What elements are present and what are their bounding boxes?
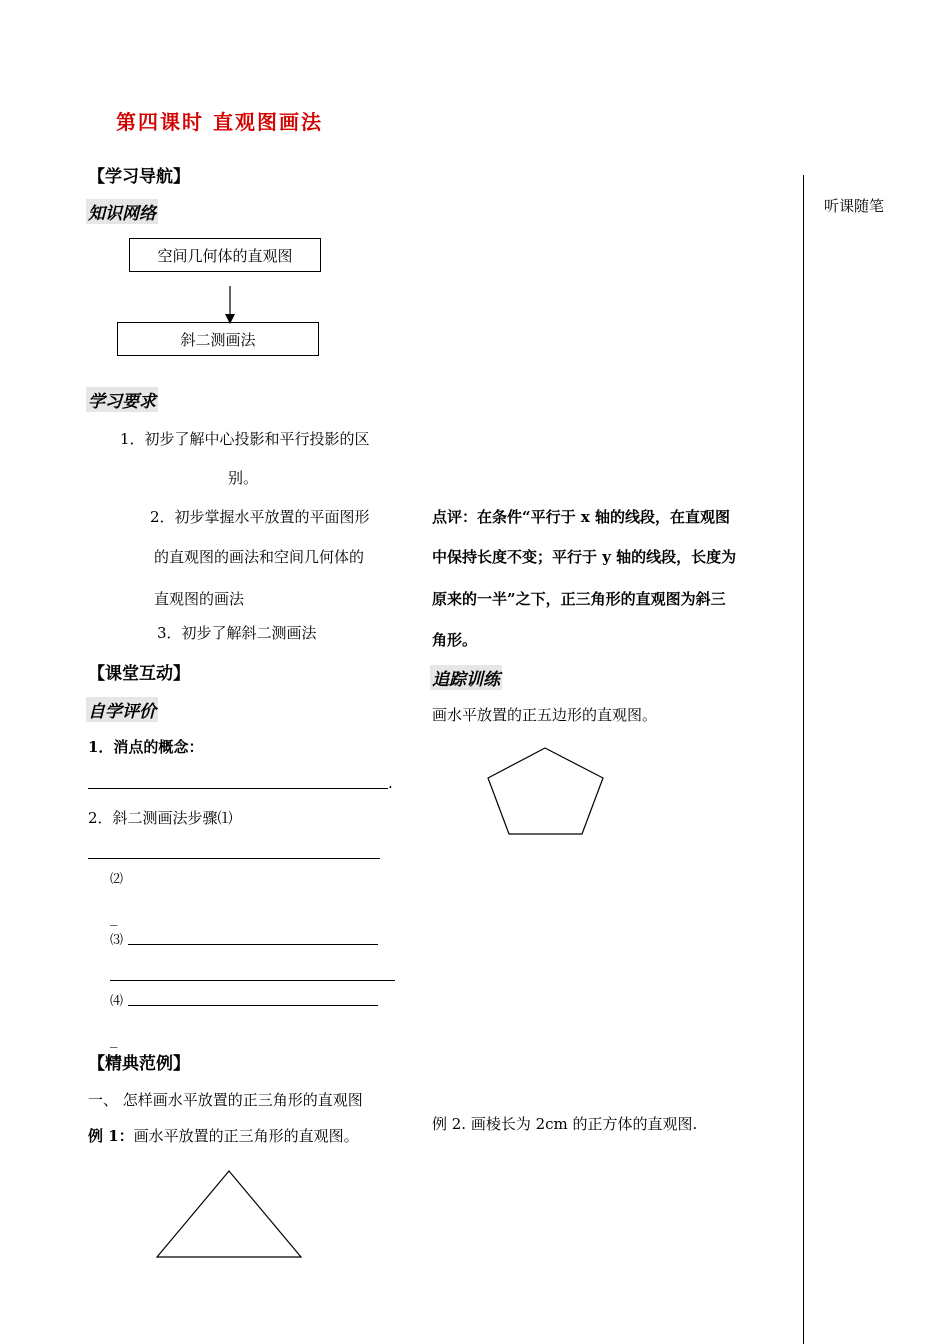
comment-line-3: 原来的一半”之下，正三角形的直观图为斜三 (432, 590, 726, 608)
tracking-text: 画水平放置的正五边形的直观图。 (432, 706, 658, 724)
req-1a: 1．初步了解中心投影和平行投影的区 (120, 430, 370, 448)
comment-line-2: 中保持长度不变；平行于 y 轴的线段，长度为 (432, 548, 737, 566)
example-heading: 一、 怎样画水平放置的正三角形的直观图 (88, 1091, 363, 1109)
req-2c: 直观图的画法 (154, 590, 245, 608)
step-2-dash: _ (110, 908, 118, 926)
step-4-dash: _ (110, 1030, 118, 1048)
example-2: 例 2. 画棱长为 2cm 的正方体的直观图. (432, 1115, 698, 1133)
req-2a: 2．初步掌握水平放置的平面图形 (150, 508, 370, 526)
section-tracking: 追踪训练 (430, 665, 502, 690)
section-knowledge-net: 知识网络 (86, 199, 158, 224)
step-4-label: ⑷ (110, 994, 124, 1009)
req-1b: 别。 (228, 469, 259, 487)
section-requirements: 学习要求 (86, 387, 158, 412)
step-3-label: ⑶ (110, 933, 124, 948)
flow-box-visual-label: 空间几何体的直观图 (157, 246, 293, 265)
step-2-label: ⑵ (110, 872, 124, 887)
section-classroom: 【课堂互动】 (88, 664, 190, 684)
side-note: 听课随笔 (824, 197, 885, 215)
example-1-label: 例 1： (88, 1127, 134, 1145)
req-2b: 的直观图的画法和空间几何体的 (154, 548, 365, 566)
page-title: 第四课时 直观图画法 (116, 110, 323, 134)
q1-period: . (388, 774, 393, 792)
section-self-eval: 自学评价 (86, 697, 158, 722)
req-3: 3．初步了解斜二测画法 (157, 624, 317, 642)
example-1-text: 画水平放置的正三角形的直观图。 (133, 1127, 359, 1145)
q1-label: 1．消点的概念： (88, 738, 204, 756)
comment-line-1: 点评：在条件“平行于 x 轴的线段，在直观图 (432, 508, 731, 526)
section-guide: 【学习导航】 (88, 167, 190, 187)
section-examples: 【精典范例】 (88, 1054, 190, 1074)
comment-line-4: 角形。 (432, 631, 478, 649)
q2-label: 2．斜二测画法步骤⑴ (88, 809, 233, 827)
flow-box-oblique-label: 斜二测画法 (180, 330, 256, 349)
